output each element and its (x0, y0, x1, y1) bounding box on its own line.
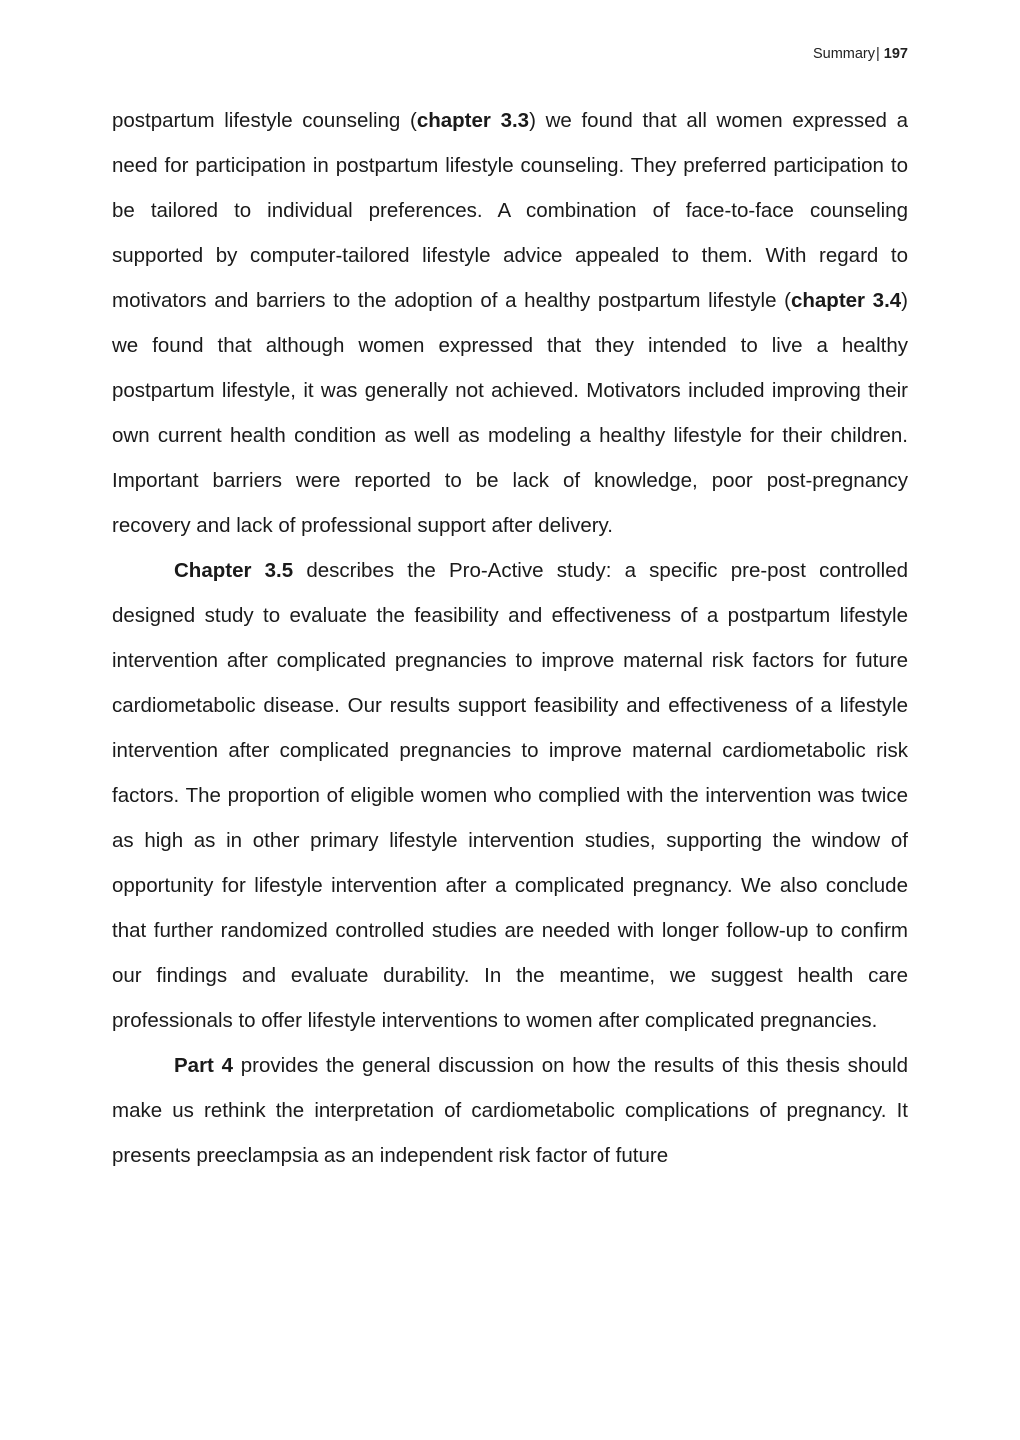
header-separator: | (876, 46, 880, 62)
part-reference: Part 4 (174, 1054, 234, 1077)
text-run: ) we found that although women expressed that they intended to live a healthy postpartum lifestyle, it was generally not achieved. Motivators included improving their own current health condition as well as modeling a healthy lifestyle for their children. Important barriers were reported to be lack of knowledge, poor post-pregnancy recovery and lack of professional support after delivery. (112, 289, 908, 537)
paragraph-2 (112, 548, 908, 1043)
running-header (813, 44, 908, 64)
chapter-reference: Chapter 3.5 (174, 559, 294, 582)
header-section-title: Summary (812, 46, 876, 62)
paragraph-1 (112, 98, 908, 548)
text-run: postpartum lifestyle counseling ( (112, 109, 417, 132)
chapter-reference: chapter 3.3 (416, 109, 530, 132)
page-body (112, 98, 908, 1178)
text-run: ) we found that all women expressed a need for participation in postpartum lifestyle counseling. They preferred participation to be tailored to individual preferences. A combination of face-to-face counseling supported by computer-tailored lifestyle advice appealed to them. With regard to motivators and barriers to the adoption of a healthy postpartum lifestyle ( (112, 109, 909, 312)
chapter-reference: chapter 3.4 (790, 289, 902, 312)
text-run: describes the Pro-Active study: a specific pre-post controlled designed study to evaluate the feasibility and effectiveness of a postpartum lifestyle intervention after complicated pregnancies to improve maternal risk factors for future cardiometabolic disease. Our results support feasibility and effectiveness of a lifestyle intervention after complicated pregnancies to improve maternal cardiometabolic risk factors. The proportion of eligible women who complied with the intervention was twice as high as in other primary lifestyle intervention studies, supporting the window of opportunity for lifestyle intervention after a complicated pregnancy. We also conclude that further randomized controlled studies are needed with longer follow-up to confirm our findings and evaluate durability. In the meantime, we suggest health care professionals to offer lifestyle interventions to women after complicated pregnancies. (112, 559, 908, 1032)
text-run: provides the general discussion on how the results of this thesis should make us rethink the interpretation of cardiometabolic complications of pregnancy. It presents preeclampsia as an independent risk factor of future (112, 1054, 908, 1167)
page-number: 197 (883, 46, 908, 62)
paragraph-3 (112, 1043, 908, 1178)
